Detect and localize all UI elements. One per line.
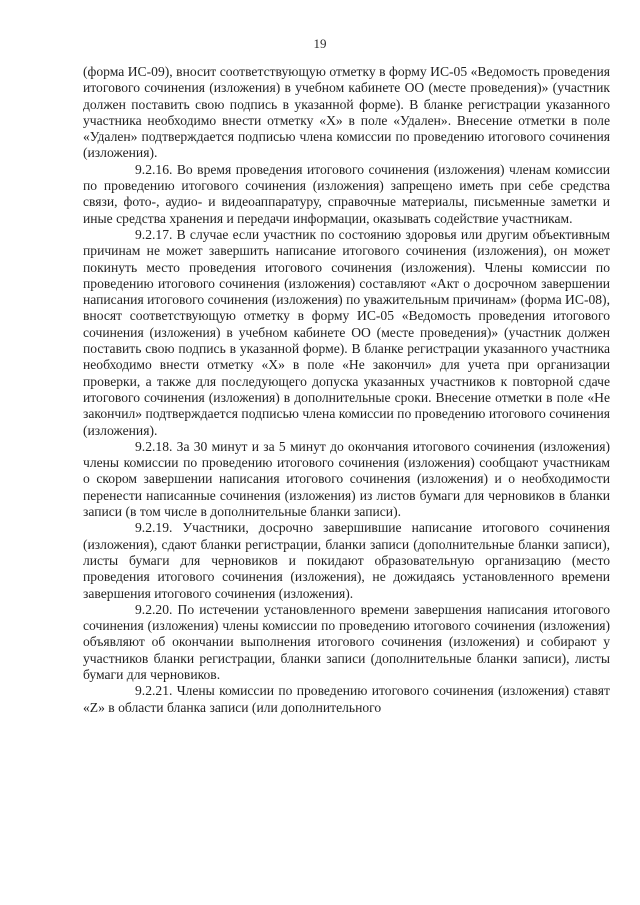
paragraph-9-2-17: 9.2.17. В случае если участник по состоянию здоровья или другим объективным причинам не может завершить написание итогового сочинения (изложения), он может покинуть место проведения итогового сочинения (изложения). Члены комиссии по проведению итогового сочинения (изложения) составляют «Акт о досрочном завершении написания итогового сочинения (изложения) по уважительным причинам» (форма ИС-08), вносят соответствующую отметку в форму ИС-05 «Ведомость проведения итогового сочинения (изложения) в учебном кабинете ОО (месте проведения)» (участник должен поставить свою подпись в указанной форме). В бланке регистрации указанного участника необходимо внести отметку «X» в поле «Не закончил» для учета при организации проверки, а также для последующего допуска указанных участников к повторной сдаче итогового сочинения (изложения) в дополнительные сроки. Внесение отметки в поле «Не закончил» подтверждается подписью члена комиссии по проведению итогового сочинения (изложения). (83, 226, 610, 438)
paragraph-9-2-19: 9.2.19. Участники, досрочно завершившие написание итогового сочинения (изложения), сдают бланки регистрации, бланки записи (дополнительные бланки записи), листы бумаги для черновиков и покидают образовательную организацию (место проведения итогового сочинения (изложения), не дожидаясь установленного времени завершения итогового сочинения (изложения). (83, 520, 610, 601)
paragraph-continuation: (форма ИС-09), вносит соответствующую отметку в форму ИС-05 «Ведомость проведения итогового сочинения (изложения) в учебном кабинете ОО (месте проведения)» (участник должен поставить свою подпись в указанной форме). В бланке регистрации указанного участника необходимо внести отметку «X» в поле «Удален». Внесение отметки в поле «Удален» подтверждается подписью члена комиссии по проведению итогового сочинения (изложения). (83, 64, 610, 161)
paragraph-9-2-21: 9.2.21. Члены комиссии по проведению итогового сочинения (изложения) ставят «Z» в области бланка записи (или дополнительного (83, 683, 610, 715)
page-number: 19 (313, 36, 327, 51)
paragraph-9-2-18: 9.2.18. За 30 минут и за 5 минут до окончания итогового сочинения (изложения) члены комиссии по проведению итогового сочинения (изложения) сообщают участникам о скором завершении написания итогового сочинения (изложения) и о необходимости перенести написанные сочинения (изложения) из листов бумаги для черновиков в бланки записи (в том числе в дополнительные бланки записи). (83, 438, 610, 520)
document-body (83, 64, 610, 716)
paragraph-9-2-20: 9.2.20. По истечении установленного времени завершения написания итогового сочинения (изложения) члены комиссии по проведению итогового сочинения (изложения) объявляют об окончании выполнения итогового сочинения (изложения) и собирают у участников бланки регистрации, бланки записи (дополнительные бланки записи), листы бумаги для черновиков. (83, 601, 610, 682)
paragraph-9-2-16: 9.2.16. Во время проведения итогового сочинения (изложения) членам комиссии по проведению итогового сочинения (изложения) запрещено иметь при себе средства связи, фото-, аудио- и видеоаппаратуру, справочные материалы, письменные заметки и иные средства хранения и передачи информации, оказывать содействие участникам. (83, 161, 610, 226)
